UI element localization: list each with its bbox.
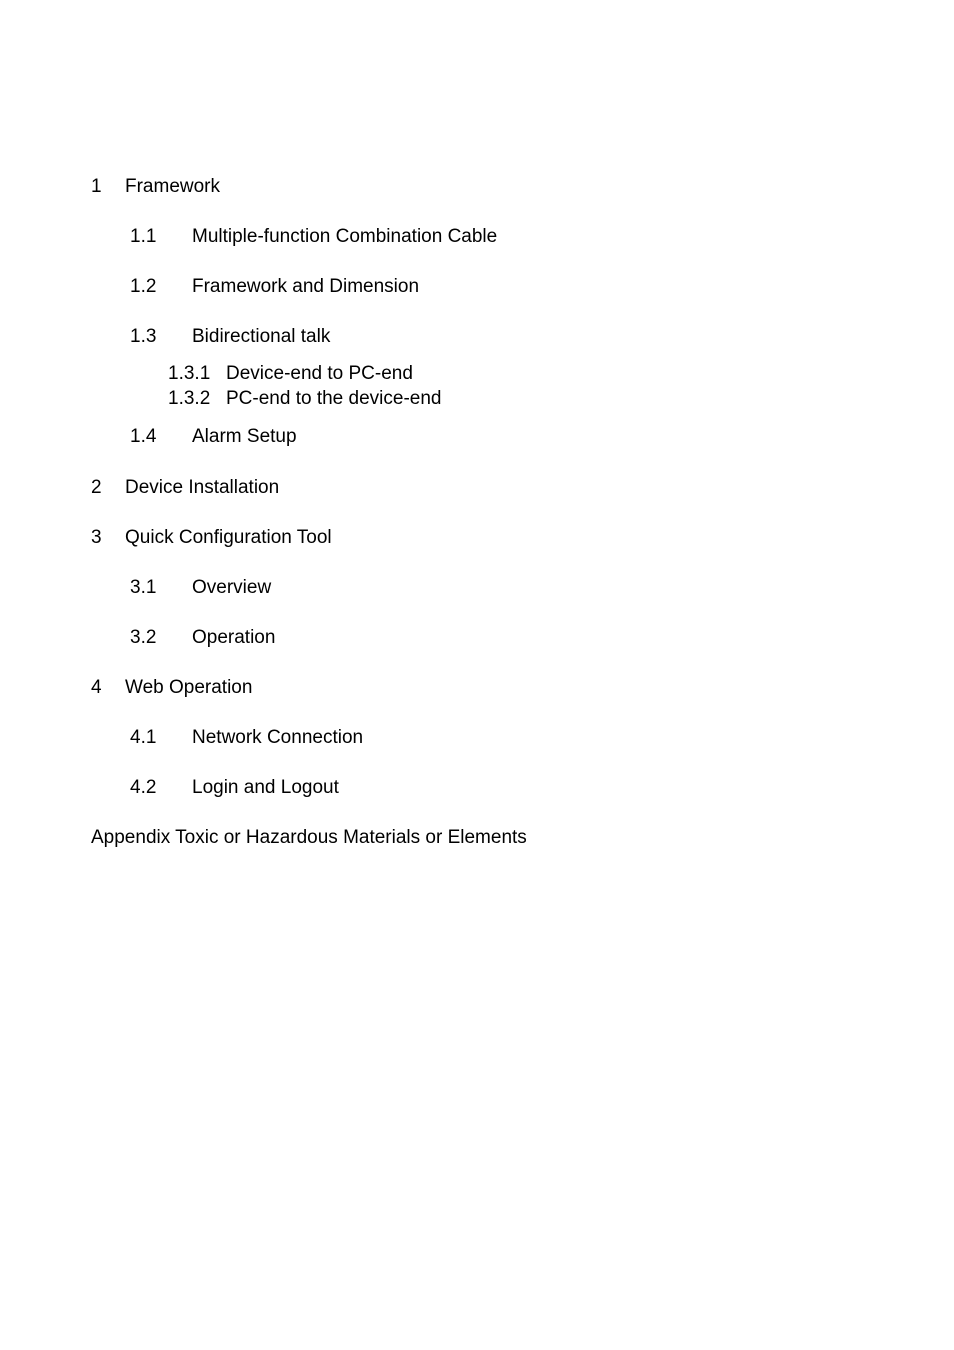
toc-number: 1 xyxy=(91,176,102,197)
toc-number: 3.1 xyxy=(130,577,157,598)
toc-number: 1.3.1 xyxy=(168,363,211,384)
toc-title: Multiple-function Combination Cable xyxy=(192,226,498,247)
toc-title: Framework and Dimension xyxy=(192,276,420,297)
toc-title: Device-end to PC-end xyxy=(226,363,413,384)
toc-title: Appendix Toxic or Hazardous Materials or Elements xyxy=(91,827,527,848)
toc-number: 4.2 xyxy=(130,777,157,798)
toc-number: 4.1 xyxy=(130,727,157,748)
toc-number: 1.3 xyxy=(130,326,157,347)
toc-number: 1.3.2 xyxy=(168,388,211,409)
toc-title: Quick Configuration Tool xyxy=(125,527,332,548)
toc-number: 4 xyxy=(91,677,102,698)
toc-title: Web Operation xyxy=(125,677,253,698)
toc-title: Overview xyxy=(192,577,272,598)
toc-number: 2 xyxy=(91,477,102,498)
toc-number: 3.2 xyxy=(130,627,157,648)
toc-title: Network Connection xyxy=(192,727,364,748)
toc-title: Device Installation xyxy=(125,477,280,498)
toc-number: 3 xyxy=(91,527,102,548)
toc-number: 1.4 xyxy=(130,426,157,447)
toc-title: Operation xyxy=(192,627,276,648)
toc-title: Login and Logout xyxy=(192,777,339,798)
toc-title: Framework xyxy=(125,176,221,197)
toc-title: PC-end to the device-end xyxy=(226,388,442,409)
toc-title: Bidirectional talk xyxy=(192,326,331,347)
toc-title: Alarm Setup xyxy=(192,426,297,447)
toc-number: 1.2 xyxy=(130,276,157,297)
toc-number: 1.1 xyxy=(130,226,157,247)
